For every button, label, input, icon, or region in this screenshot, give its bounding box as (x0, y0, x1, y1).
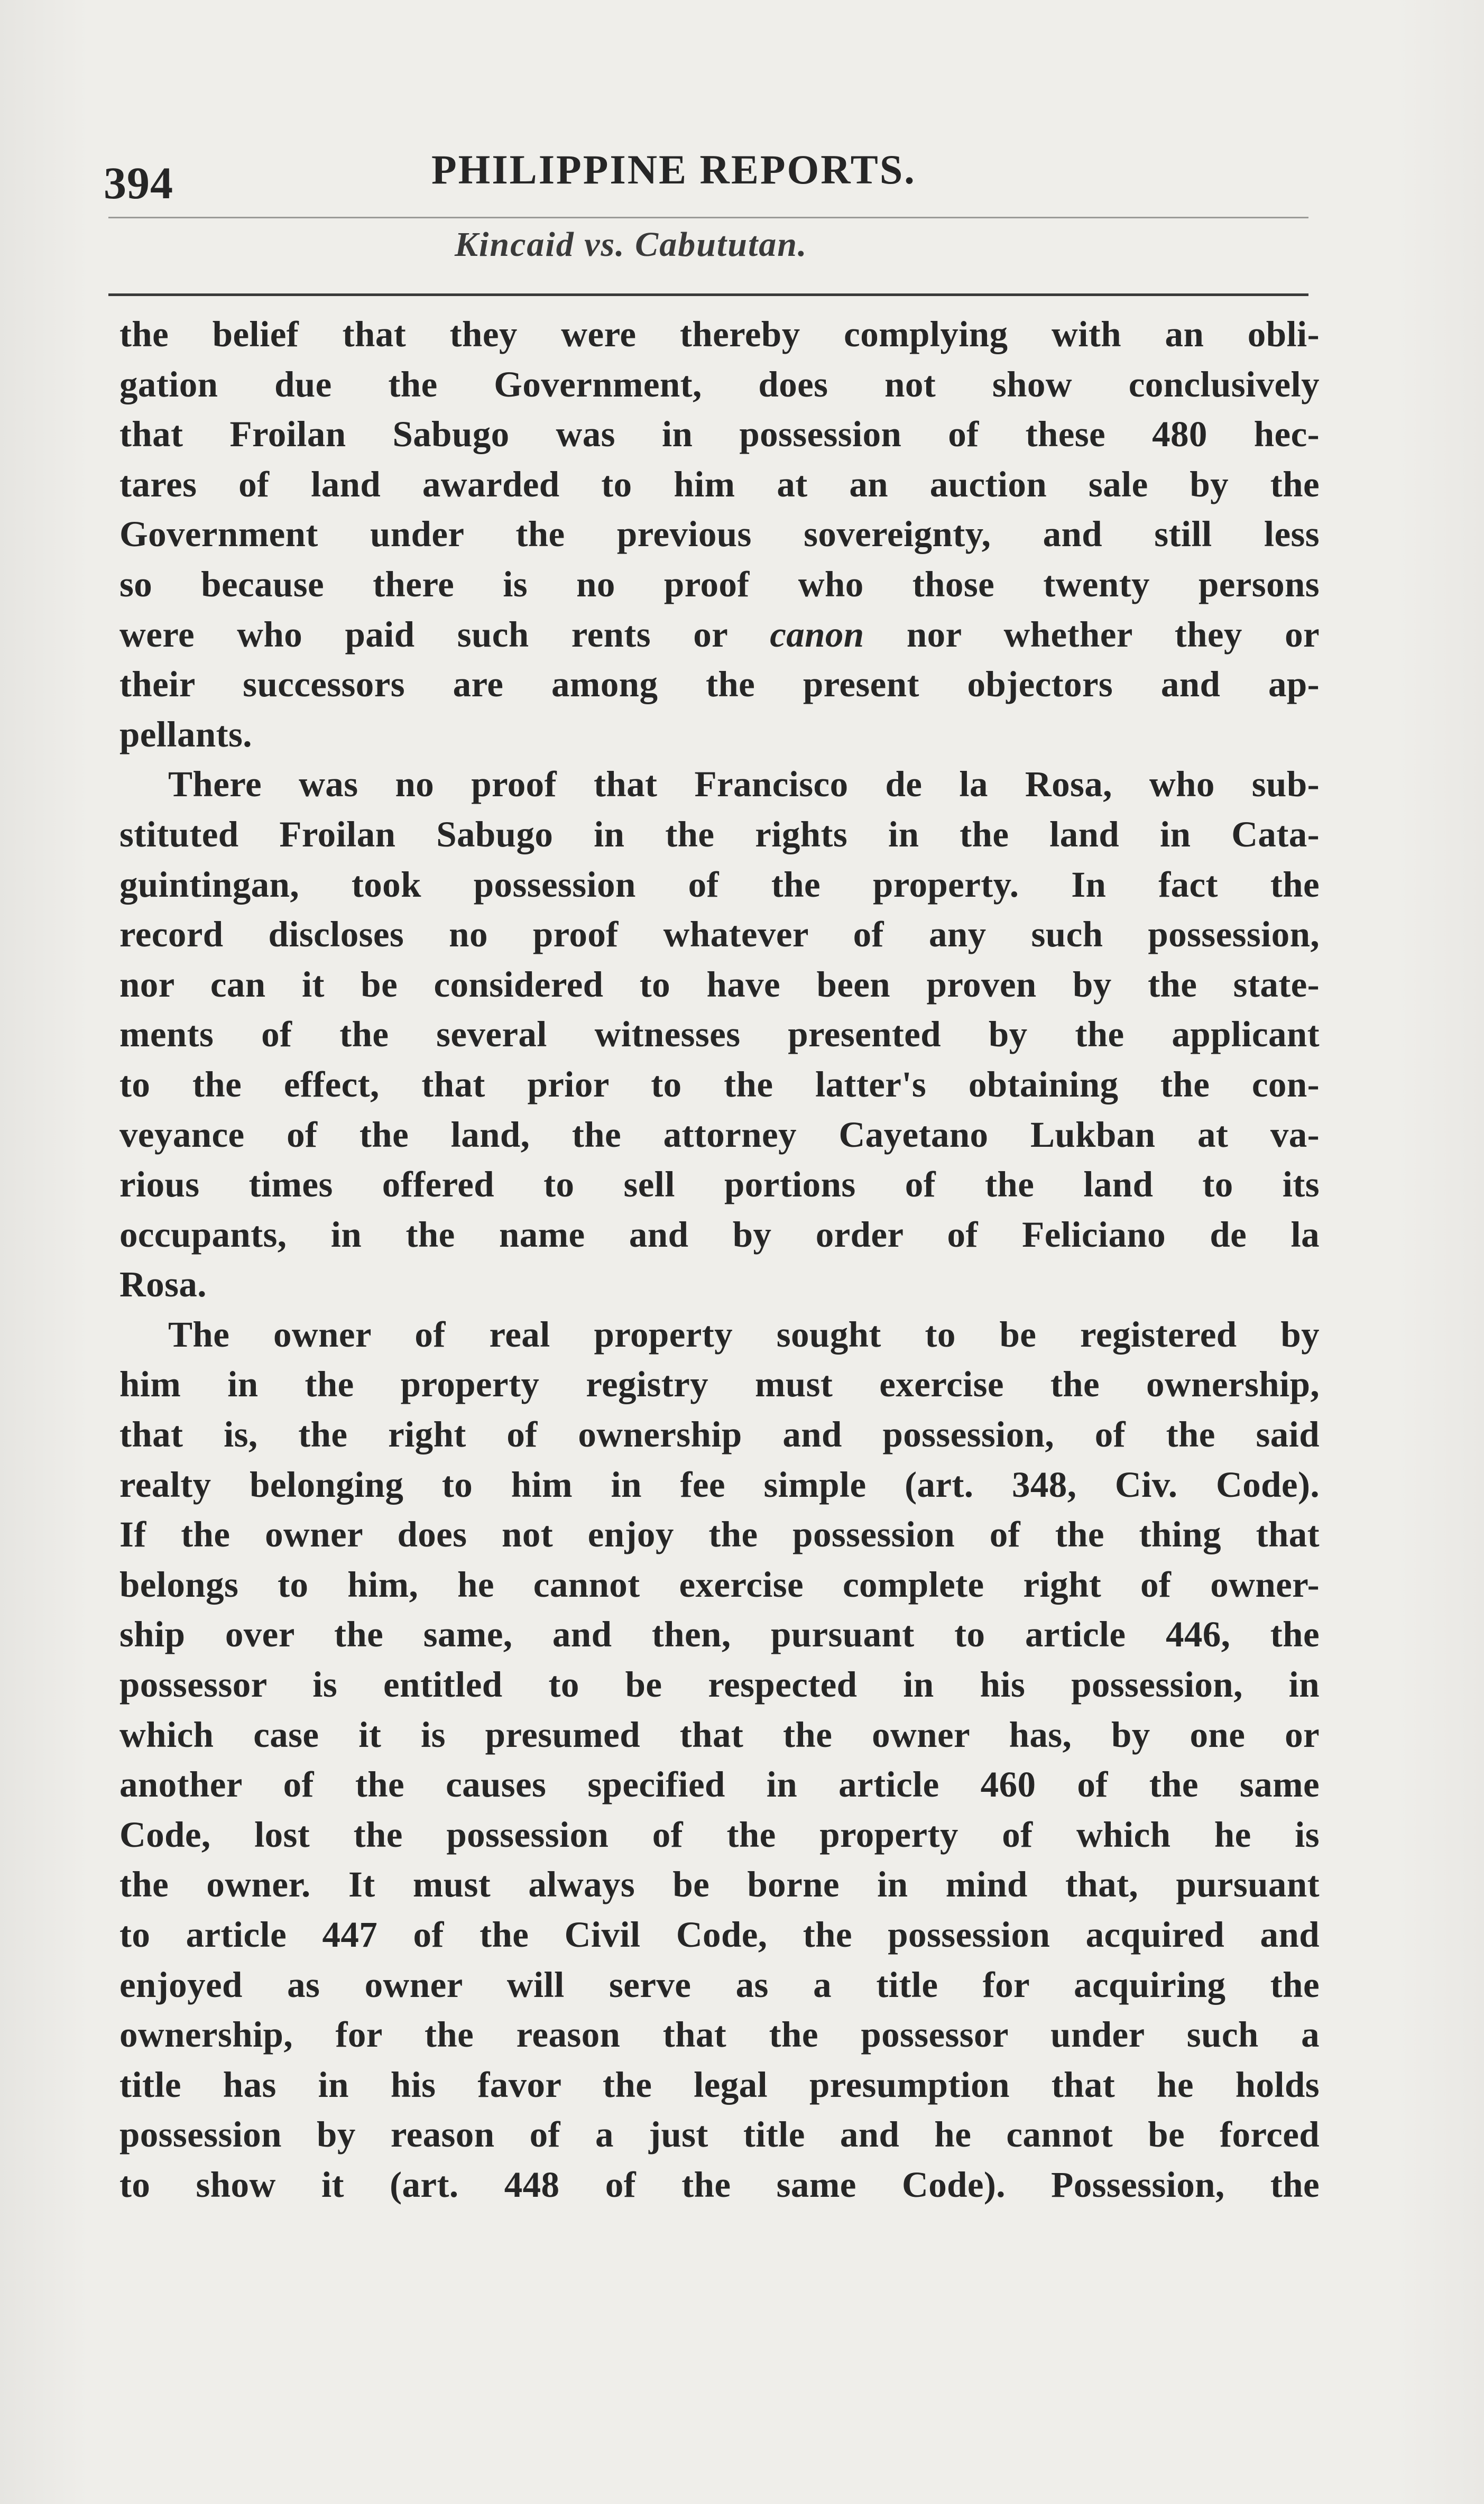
text-line: the belief that they were thereby complying with an obli- (119, 314, 1320, 354)
text-line: title has in his favor the legal presumption that he holds (119, 2064, 1320, 2105)
text-line (119, 610, 1320, 660)
running-head (104, 146, 1320, 215)
journal-title: PHILIPPINE REPORTS. (431, 146, 916, 192)
text-line: If the owner does not enjoy the possession of the thing that (119, 1514, 1320, 1555)
paragraph-2 (119, 759, 1320, 1310)
text-line: Code, lost the possession of the property of which he is (119, 1814, 1320, 1855)
text-line: pellants. (119, 714, 252, 754)
text-line: so because there is no proof who those twenty persons (119, 564, 1320, 604)
text-line: Rosa. (119, 1264, 207, 1305)
text-line: him in the property registry must exercise the ownership, (119, 1364, 1320, 1405)
text-line: rious times offered to sell portions of the land to its (119, 1164, 1320, 1205)
text-line: There was no proof that Francisco de la Rosa, who sub- (168, 764, 1320, 805)
text-line: veyance of the land, the attorney Cayetano Lukban at va- (119, 1114, 1320, 1155)
text-line: nor can it be considered to have been proven by the state- (119, 964, 1320, 1005)
text-line: possessor is entitled to be respected in his possession, in (119, 1664, 1320, 1705)
text-line: belongs to him, he cannot exercise complete right of owner- (119, 1564, 1320, 1605)
text-line: occupants, in the name and by order of Feliciano de la (119, 1214, 1320, 1255)
text-line: ship over the same, and then, pursuant to article 446, the (119, 1614, 1320, 1655)
italic-term: canon (770, 614, 864, 655)
text-line: the owner. It must always be borne in mind that, pursuant (119, 1864, 1320, 1905)
paragraph-1 (119, 309, 1320, 759)
body-text (119, 309, 1320, 2210)
text-line: ments of the several witnesses presented by the applicant (119, 1014, 1320, 1055)
text-line: enjoyed as owner will serve as a title for acquiring the (119, 1964, 1320, 2005)
text-line: their successors are among the present objectors and ap- (119, 664, 1320, 705)
text-line: to article 447 of the Civil Code, the possession acquired and (119, 1914, 1320, 1955)
page-number: 394 (104, 158, 173, 208)
text-line: tares of land awarded to him at an auction sale by the (119, 464, 1320, 504)
text-line: another of the causes specified in article 460 of the same (119, 1764, 1320, 1805)
case-title: Kincaid vs. Cabututan. (455, 225, 808, 264)
text-line: The owner of real property sought to be registered by (168, 1314, 1320, 1355)
text-segment: nor whether they or (906, 614, 1320, 655)
text-line: record discloses no proof whatever of any such possession, (119, 914, 1320, 955)
text-line: that is, the right of ownership and possession, of the said (119, 1414, 1320, 1455)
text-line: guintingan, took possession of the property. In fact the (119, 864, 1320, 905)
header-rule-top (108, 217, 1308, 218)
text-line: gation due the Government, does not show conclusively (119, 364, 1320, 404)
paragraph-3 (119, 1310, 1320, 2210)
text-line: Government under the previous sovereignty, and still less (119, 514, 1320, 555)
text-line: realty belonging to him in fee simple (art. 348, Civ. Code). (119, 1464, 1320, 1505)
header-rule-bottom (108, 293, 1308, 296)
text-line: ownership, for the reason that the possessor under such a (119, 2014, 1320, 2055)
text-line: that Froilan Sabugo was in possession of these 480 hec- (119, 414, 1320, 455)
text-line: stituted Froilan Sabugo in the rights in the land in Cata- (119, 814, 1320, 854)
text-line: to the effect, that prior to the latter's obtaining the con- (119, 1064, 1320, 1104)
text-line: possession by reason of a just title and he cannot be forced (119, 2114, 1320, 2155)
text-line: which case it is presumed that the owner has, by one or (119, 1714, 1320, 1755)
text-line: to show it (art. 448 of the same Code). Possession, the (119, 2164, 1320, 2205)
text-segment: were who paid such rents or (119, 614, 727, 655)
